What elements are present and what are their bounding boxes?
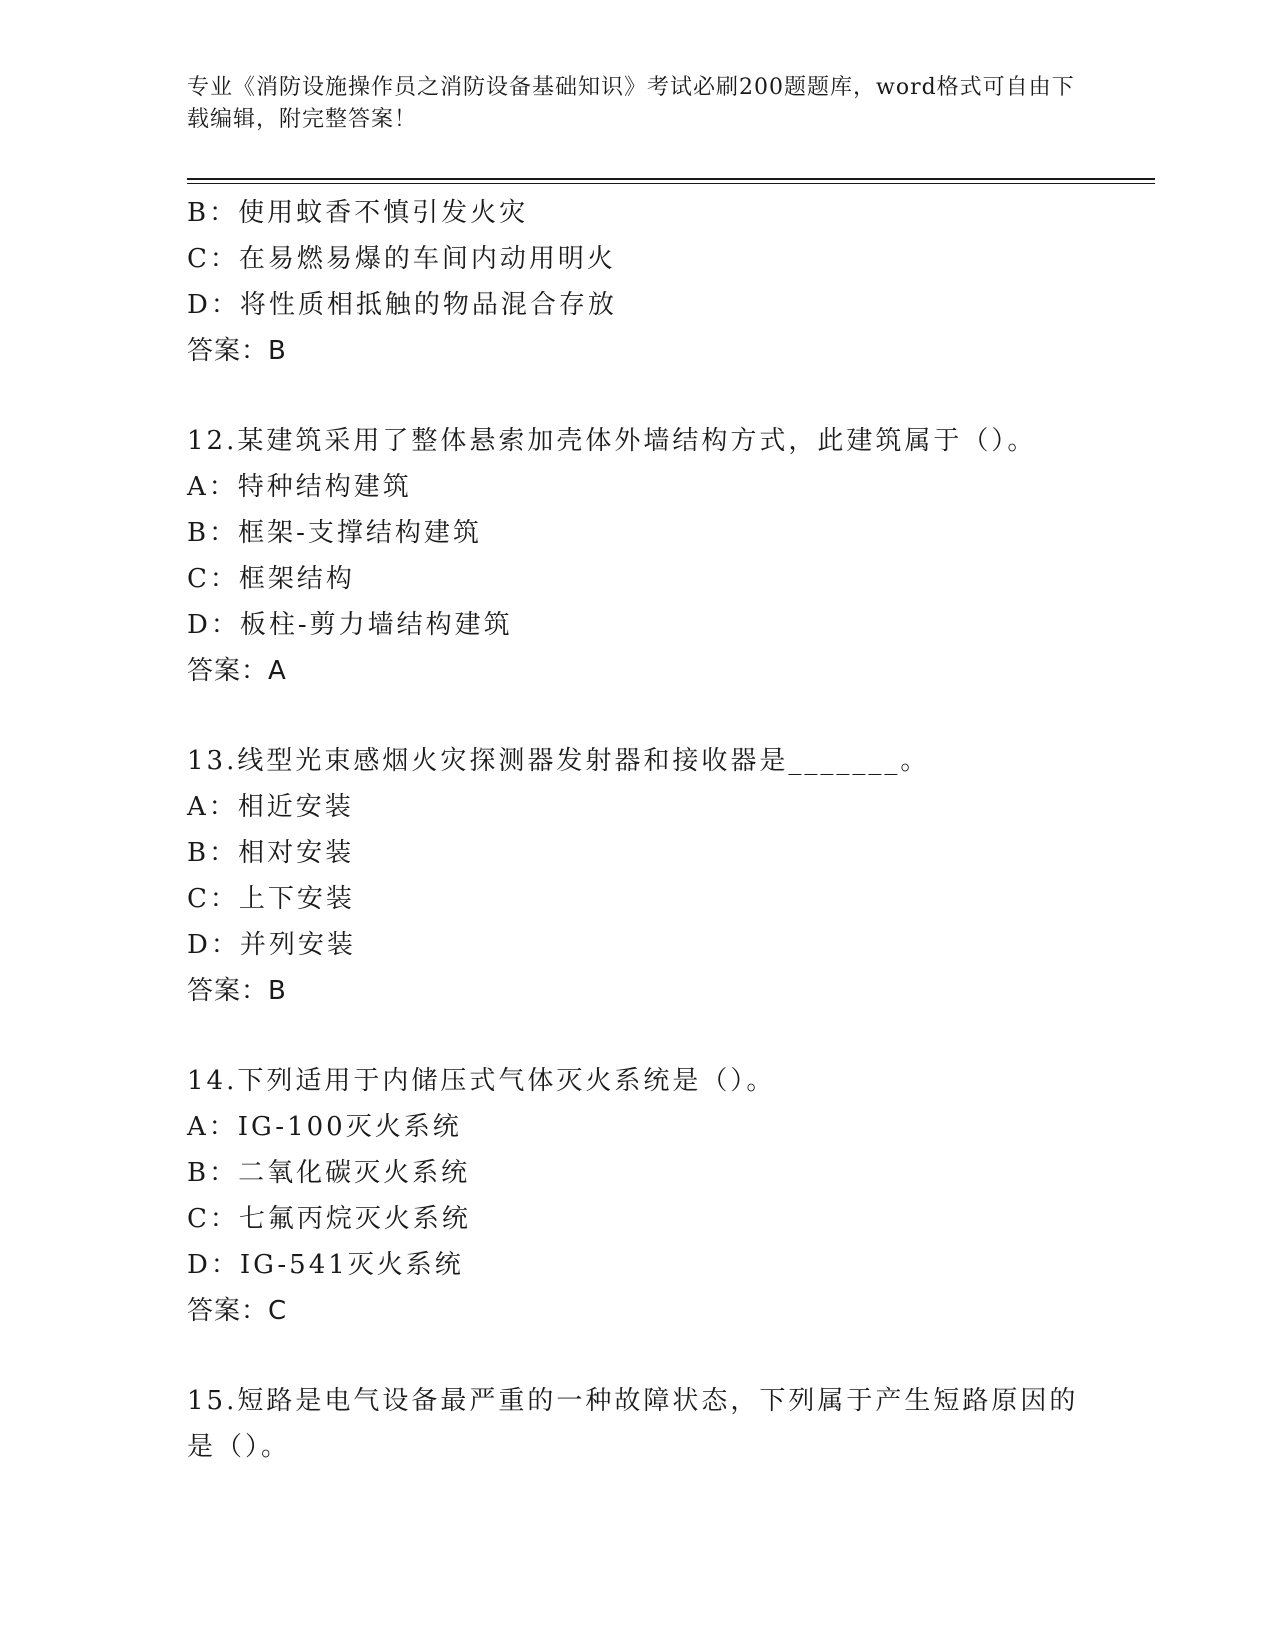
answer-line: 答案：B: [187, 336, 287, 366]
question-list: [187, 190, 1087, 1470]
option-c: C：七氟丙烷灭火系统: [187, 1204, 471, 1234]
option-a: A：IG-100灭火系统: [187, 1112, 462, 1142]
answer-line: 答案：A: [187, 656, 287, 686]
question-text: 12.某建筑采用了整体悬索加壳体外墙结构方式，此建筑属于（）。: [187, 426, 1037, 456]
question-text: 15.短路是电气设备最严重的一种故障状态，下列属于产生短路原因的是（）。: [187, 1386, 1079, 1462]
option-b: B：使用蚊香不慎引发火灾: [187, 198, 529, 228]
question-block-12: [187, 418, 1087, 694]
question-block-15: [187, 1378, 1087, 1470]
answer-line: 答案：B: [187, 976, 287, 1006]
option-b: B：相对安装: [187, 838, 355, 868]
option-c: C：在易燃易爆的车间内动用明火: [187, 244, 616, 274]
question-text: 13.线型光束感烟火灾探测器发射器和接收器是_______。: [187, 746, 930, 776]
question-block-11: [187, 190, 1087, 374]
option-a: A：特种结构建筑: [187, 472, 412, 502]
document-header: 专业《消防设施操作员之消防设备基础知识》考试必刷200题题库，word格式可自由下载编辑，附完整答案！: [187, 75, 1075, 132]
question-block-14: [187, 1058, 1087, 1334]
header-rule-thin: [187, 183, 1155, 184]
option-c: C：框架结构: [187, 564, 355, 594]
question-block-13: [187, 738, 1087, 1014]
option-d: D：IG-541灭火系统: [187, 1250, 464, 1280]
option-d: D：并列安装: [187, 930, 356, 960]
answer-line: 答案：C: [187, 1296, 288, 1326]
option-c: C：上下安装: [187, 884, 355, 914]
option-b: B：框架-支撑结构建筑: [187, 518, 482, 548]
header-rule-thick: [187, 178, 1155, 180]
option-d: D：将性质相抵触的物品混合存放: [187, 290, 617, 320]
option-b: B：二氧化碳灭火系统: [187, 1158, 471, 1188]
option-d: D：板柱-剪力墙结构建筑: [187, 610, 513, 640]
question-text: 14.下列适用于内储压式气体灭火系统是（）。: [187, 1066, 776, 1096]
option-a: A：相近安装: [187, 792, 354, 822]
